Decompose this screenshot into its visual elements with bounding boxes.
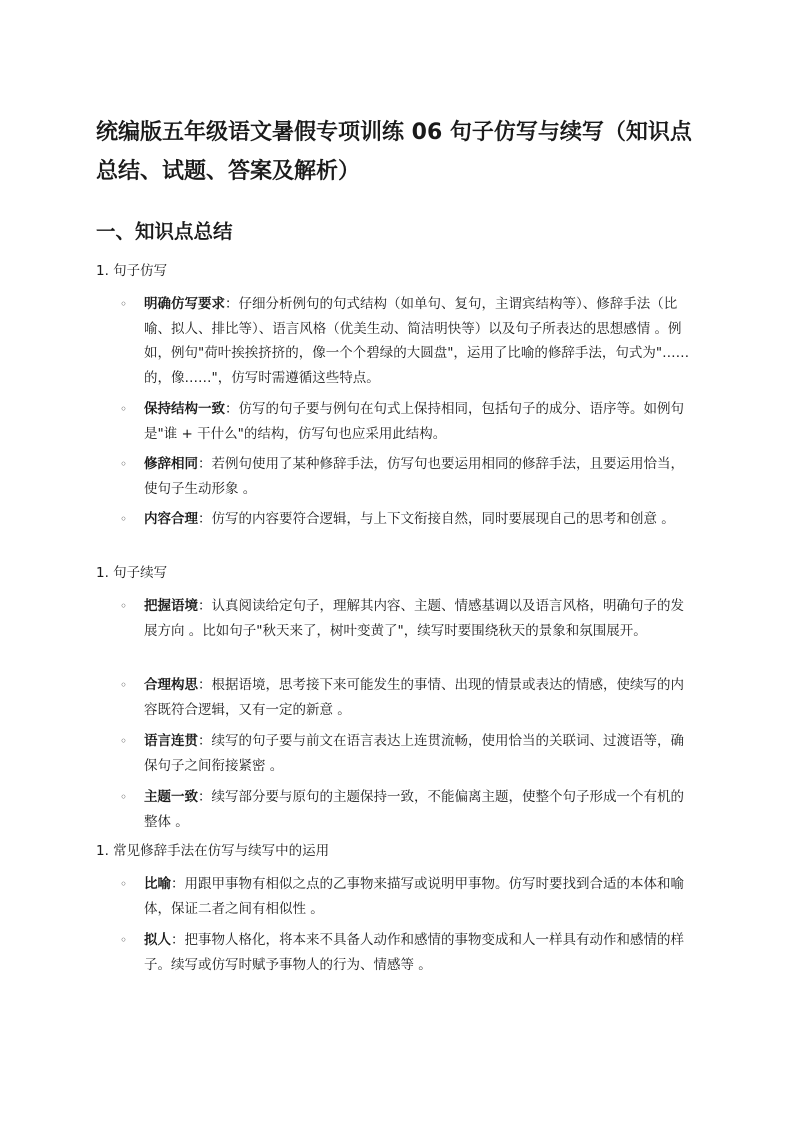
list-bullet: ◦ — [120, 734, 128, 748]
list-item-text: ：把事物人格化，将本来不具备人动作和感情的事物变成和人一样具有动作和感情的样子。续写或仿写时赋予事物人的行为、情感等 。 — [144, 932, 684, 973]
group-label-rhetoric-usage: 1. 常见修辞手法在仿写与续写中的运用 — [96, 843, 330, 859]
list-bullet: ◦ — [120, 933, 128, 947]
list-item-term: 合理构思 — [144, 677, 198, 693]
list-item — [144, 785, 696, 834]
list-item — [144, 928, 696, 977]
document-title: 统编版五年级语文暑假专项训练 06 句子仿写与续写（知识点总结、试题、答案及解析） — [96, 120, 692, 184]
group-label-sentence-continuation: 1. 句子续写 — [96, 565, 168, 581]
list-item-text: ：仿写的句子要与例句在句式上保持相同，包括句子的成分、语序等。如例句是"谁 + 干什么"的结构，仿写句也应采用此结构。 — [144, 401, 684, 442]
list-item-text: ：续写的句子要与前文在语言表达上连贯流畅，使用恰当的关联词、过渡语等，确保句子之间衔接紧密 。 — [144, 733, 684, 774]
list-bullet: ◦ — [120, 402, 128, 416]
list-item — [144, 507, 696, 532]
list-item-term: 拟人 — [144, 932, 171, 948]
list-item — [144, 872, 696, 921]
list-bullet: ◦ — [120, 297, 128, 311]
list-bullet: ◦ — [120, 678, 128, 692]
list-item-text: ：续写部分要与原句的主题保持一致，不能偏离主题，使整个句子形成一个有机的整体 。 — [144, 789, 684, 830]
list-item-term: 比喻 — [144, 876, 171, 892]
list-item-text: ：认真阅读给定句子，理解其内容、主题、情感基调以及语言风格，明确句子的发展方向 。比如句子"秋天来了，树叶变黄了"，续写时要围绕秋天的景象和氛围展开。 — [144, 598, 684, 639]
list-item — [144, 594, 696, 643]
list-bullet: ◦ — [120, 457, 128, 471]
list-bullet: ◦ — [120, 512, 128, 526]
list-item-term: 明确仿写要求 — [144, 296, 225, 312]
list-item-term: 语言连贯 — [144, 733, 198, 749]
list-item-text: ：仿写的内容要符合逻辑，与上下文衔接自然，同时要展现自己的思考和创意 。 — [198, 511, 675, 527]
list-item-text: ：用跟甲事物有相似之点的乙事物来描写或说明甲事物。仿写时要找到合适的本体和喻体，保证二者之间有相似性 。 — [144, 876, 684, 917]
section-heading-knowledge-summary: 一、知识点总结 — [96, 220, 233, 243]
list-item-text: ：仔细分析例句的句式结构（如单句、复句，主谓宾结构等）、修辞手法（比喻、拟人、排比等）、语言风格（优美生动、简洁明快等）以及句子所表达的思想感情 。例如，例句"荷叶挨挨挤挤的，像一个个碧绿的大圆盘"，运用了比喻的修辞手法，句式为"……的，像……"，仿写时需遵循这些特点。 — [144, 296, 690, 386]
list-item — [144, 397, 696, 446]
list-bullet: ◦ — [120, 877, 128, 891]
list-item-term: 主题一致 — [144, 789, 198, 805]
list-item-term: 把握语境 — [144, 598, 198, 614]
list-item-text: ：若例句使用了某种修辞手法，仿写句也要运用相同的修辞手法，且要运用恰当，使句子生动形象 。 — [144, 456, 684, 497]
list-item-text: ：根据语境，思考接下来可能发生的事情、出现的情景或表达的情感，使续写的内容既符合逻辑，又有一定的新意 。 — [144, 677, 684, 718]
list-item-term: 修辞相同 — [144, 456, 198, 472]
group-label-sentence-imitation: 1. 句子仿写 — [96, 263, 168, 279]
list-bullet: ◦ — [120, 599, 128, 613]
list-item-term: 内容合理 — [144, 511, 198, 527]
list-item — [144, 452, 696, 501]
list-item-term: 保持结构一致 — [144, 401, 225, 417]
list-item — [144, 673, 696, 722]
list-item — [144, 292, 696, 390]
list-item — [144, 729, 696, 778]
list-bullet: ◦ — [120, 790, 128, 804]
